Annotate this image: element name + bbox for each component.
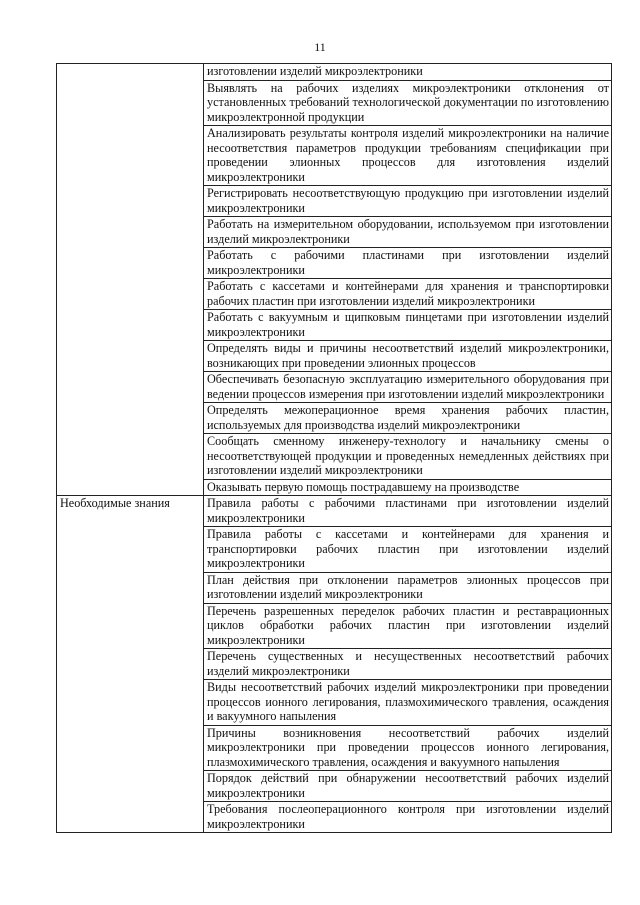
item-cell [204, 126, 612, 186]
item-text: План действия при отклонении параметров элионных процессов при изготовлении изделий микроэлектроники [207, 572, 609, 601]
page-number: 11 [314, 40, 326, 54]
item-cell [204, 496, 612, 527]
item-text: Обеспечивать безопасную эксплуатацию измерительного оборудования при ведении процессов измерения при изготовлении изделий микроэлектроники [207, 372, 609, 401]
item-cell [204, 802, 612, 833]
table-body [57, 64, 612, 833]
item-cell [204, 80, 612, 126]
item-cell [204, 64, 612, 81]
item-cell [204, 479, 612, 496]
item-text: Определять виды и причины несоответствий изделий микроэлектроники, возникающих при проведении элионных процессов [207, 341, 609, 370]
item-cell [204, 603, 612, 649]
item-text: Порядок действий при обнаружении несоответствий рабочих изделий микроэлектроники [207, 771, 609, 800]
item-text: Виды несоответствий рабочих изделий микроэлектроники при проведении процессов ионного легирования, плазмохимического травления, осаждения и вакуумного напыления [207, 680, 609, 723]
item-text: Анализировать результаты контроля изделий микроэлектроники на наличие несоответствия параметров продукции требованиям спецификации при проведении элионных процессов для изготовления изделий микроэлектроники [207, 126, 609, 184]
item-text: Работать с вакуумным и щипковым пинцетами при изготовлении изделий микроэлектроники [207, 310, 609, 339]
item-cell [204, 725, 612, 771]
item-cell [204, 527, 612, 573]
item-text: Требования послеоперационного контроля при изготовлении изделий микроэлектроники [207, 802, 609, 831]
item-text: Перечень разрешенных переделок рабочих пластин и реставрационных циклов обработки рабочих пластин при изготовлении изделий микроэлектроники [207, 603, 609, 647]
item-text: Правила работы с кассетами и контейнерами для хранения и транспортировки рабочих пластин при изготовлении изделий микроэлектроники [207, 527, 609, 570]
section-label [57, 64, 204, 496]
item-cell [204, 279, 612, 310]
item-cell [204, 248, 612, 279]
item-text: Перечень существенных и несущественных несоответствий рабочих изделий микроэлектроники [207, 649, 609, 678]
item-text: Причины возникновения несоответствий рабочих изделий микроэлектроники при проведении процессов ионного легирования, плазмохимического травления, осаждения и вакуумного напыления [207, 725, 609, 769]
item-text: Работать на измерительном оборудовании, используемом при изготовлении изделий микроэлектроники [207, 217, 609, 246]
item-text: Регистрировать несоответствующую продукцию при изготовлении изделий микроэлектроники [207, 186, 609, 215]
item-cell [204, 771, 612, 802]
item-cell [204, 341, 612, 372]
item-cell [204, 310, 612, 341]
item-text: Оказывать первую помощь пострадавшему на производстве [207, 479, 520, 494]
item-cell [204, 403, 612, 434]
item-cell [204, 372, 612, 403]
item-text: Выявлять на рабочих изделиях микроэлектроники отклонения от установленных требований технологической документации по изготовлению микроэлектронной продукции [207, 80, 609, 124]
item-text: Правила работы с рабочими пластинами при изготовлении изделий микроэлектроники [207, 496, 609, 525]
item-cell [204, 217, 612, 248]
item-text: Работать с рабочими пластинами при изготовлении изделий микроэлектроники [207, 248, 609, 277]
item-text: Работать с кассетами и контейнерами для хранения и транспортировки рабочих пластин при изготовлении изделий микроэлектроники [207, 279, 609, 308]
item-text: изготовлении изделий микроэлектроники [207, 64, 423, 78]
item-cell [204, 572, 612, 603]
item-text: Сообщать сменному инженеру-технологу и начальнику смены о несоответствующей продукции и проведенных немедленных действиях при изготовлении изделий микроэлектроники [207, 434, 609, 477]
item-cell [204, 186, 612, 217]
section-label: Необходимые знания [57, 496, 204, 833]
table-row [57, 496, 612, 527]
item-text: Определять межоперационное время хранения рабочих пластин, используемых для производства изделий микроэлектроники [207, 403, 609, 432]
item-cell [204, 680, 612, 726]
item-cell [204, 434, 612, 480]
requirements-table [56, 63, 612, 833]
table-row [57, 64, 612, 81]
item-cell [204, 649, 612, 680]
